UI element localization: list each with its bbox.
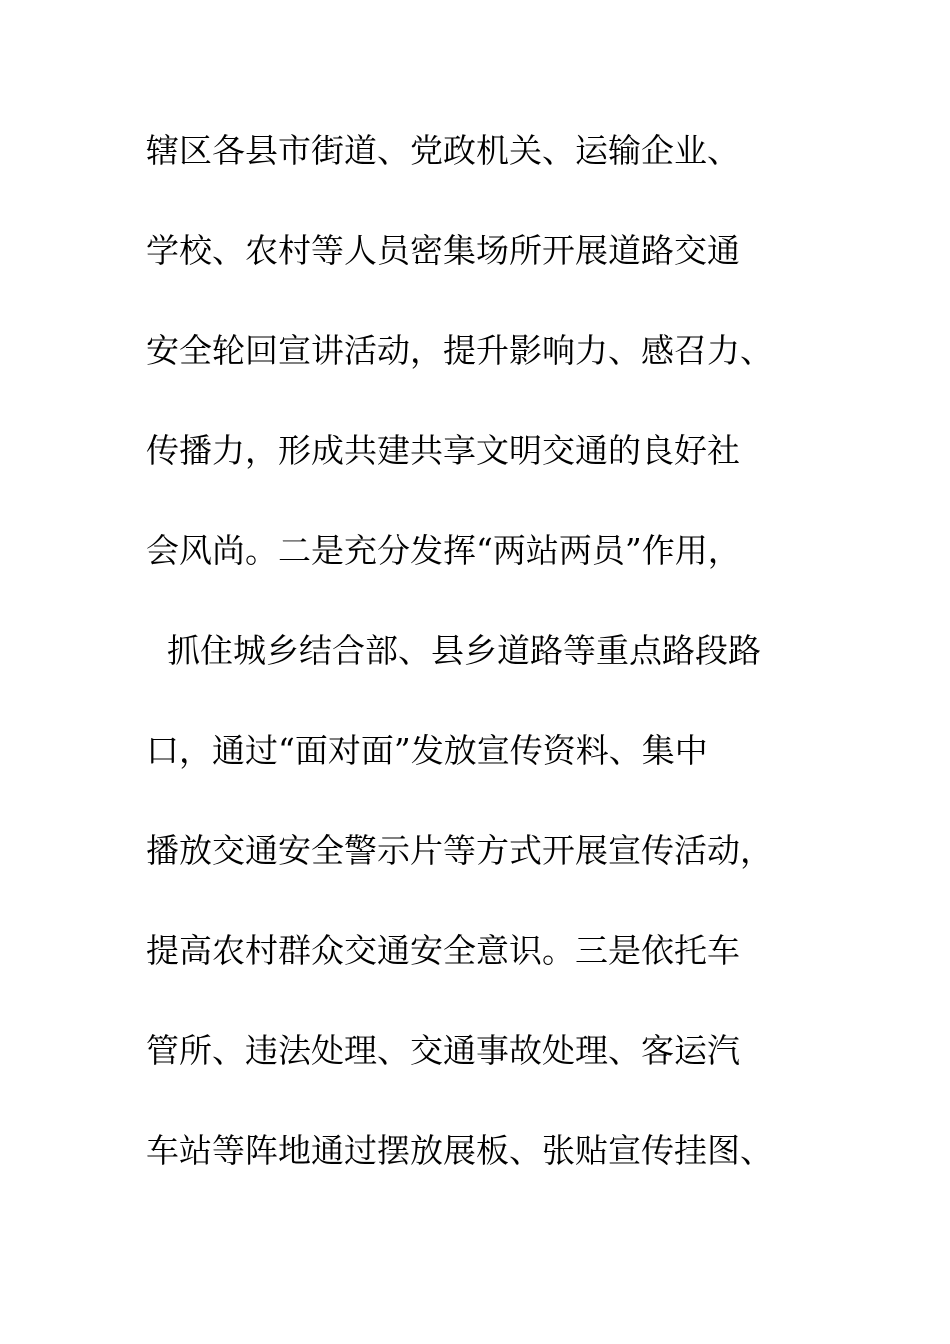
text-line-9: 提高农村群众交通安全意识。三是依托车 (146, 931, 740, 970)
text-line-10: 管所、违法处理、交通事故处理、客运汽 (146, 1031, 740, 1070)
text-line-5: 会风尚。二是充分发挥“两站两员”作用， (146, 531, 741, 570)
text-line-1: 辖区各县市街道、党政机关、运输企业、 (146, 131, 740, 170)
text-line-7: 口，通过“面对面”发放宣传资料、集中 (146, 731, 708, 770)
text-line-3: 安全轮回宣讲活动，提升影响力、感召力、 (146, 331, 773, 370)
text-line-11: 车站等阵地通过摆放展板、张贴宣传挂图、 (146, 1131, 773, 1170)
text-line-2: 学校、农村等人员密集场所开展道路交通 (146, 231, 740, 270)
text-line-6: 抓住城乡结合部、县乡道路等重点路段路 (146, 631, 761, 670)
text-line-4: 传播力，形成共建共享文明交通的良好社 (146, 431, 740, 470)
text-line-8: 播放交通安全警示片等方式开展宣传活动， (146, 831, 773, 870)
